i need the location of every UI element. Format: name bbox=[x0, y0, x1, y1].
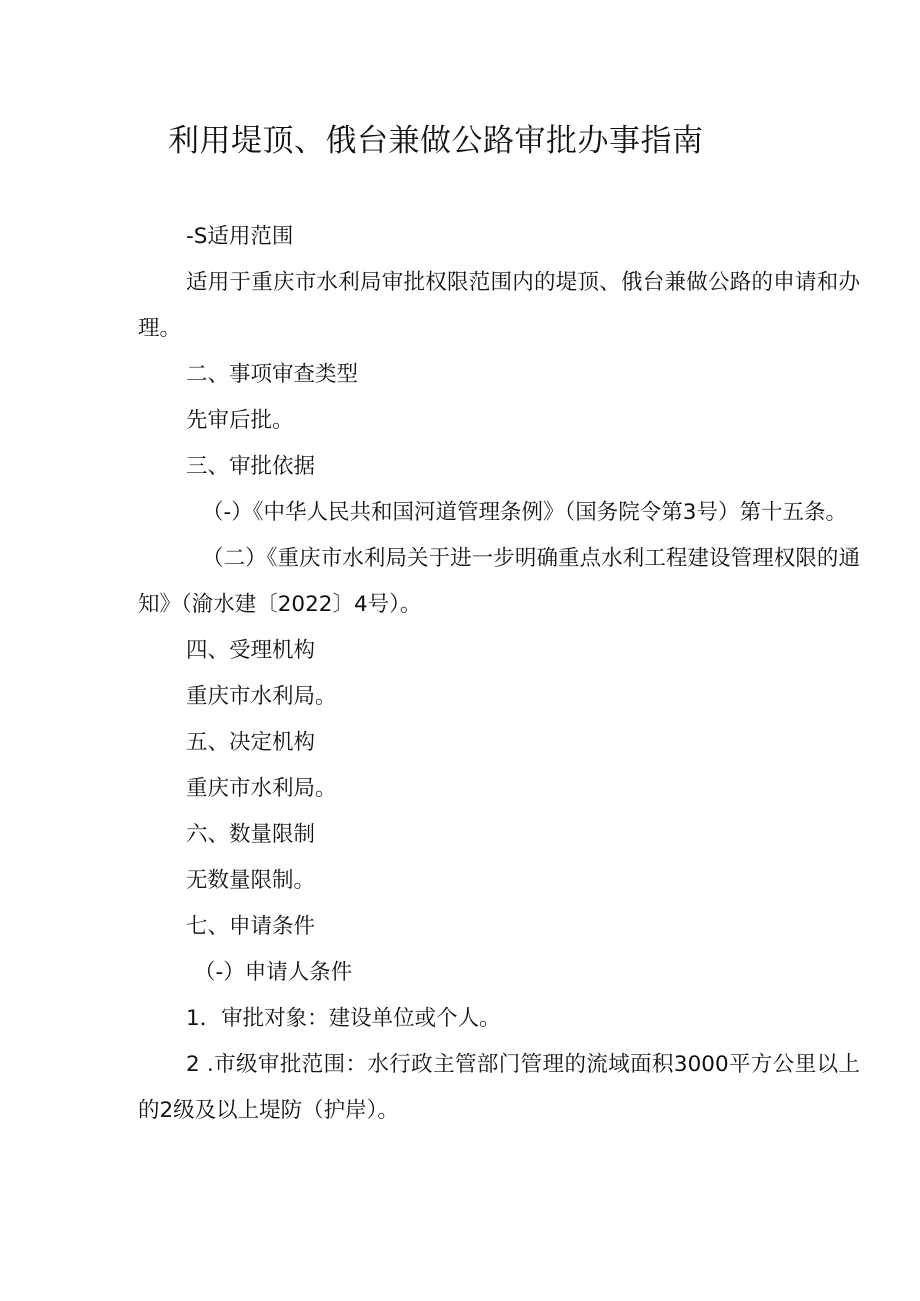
section-heading-review-type: 二、事项审查类型 bbox=[186, 362, 359, 387]
document-body bbox=[138, 214, 860, 1134]
section-heading-deciding-agency: 五、决定机构 bbox=[186, 730, 316, 755]
paragraph-condition-1: 1．审批对象：建设单位或个人。 bbox=[186, 1006, 501, 1031]
section-heading-scope: -S适用范围 bbox=[186, 224, 294, 249]
paragraph-accepting-agency: 重庆市水利局。 bbox=[186, 684, 337, 709]
paragraph-condition-2: 2 .市级审批范围：水行政主管部门管理的流域面积3000平方公里以上的2级及以上堤防（护岸）。 bbox=[138, 1052, 860, 1123]
paragraph-basis-1: （-）《中华人民共和国河道管理条例》（国务院令第3号）第十五条。 bbox=[202, 500, 847, 525]
paragraph-scope: 适用于重庆市水利局审批权限范围内的堤顶、俄台兼做公路的申请和办理。 bbox=[138, 270, 860, 341]
section-heading-quantity-limit: 六、数量限制 bbox=[186, 822, 316, 847]
section-heading-basis: 三、审批依据 bbox=[186, 454, 316, 479]
section-heading-accepting-agency: 四、受理机构 bbox=[186, 638, 316, 663]
paragraph-basis-2: （二）《重庆市水利局关于进一步明确重点水利工程建设管理权限的通知》（渝水建〔2022〕4号）。 bbox=[138, 546, 860, 617]
section-heading-conditions: 七、申请条件 bbox=[186, 914, 316, 939]
paragraph-deciding-agency: 重庆市水利局。 bbox=[186, 776, 337, 801]
paragraph-quantity-limit: 无数量限制。 bbox=[186, 868, 316, 893]
document-title: 利用堤顶、俄台兼做公路审批办事指南 bbox=[168, 123, 704, 159]
paragraph-review-type: 先审后批。 bbox=[186, 408, 294, 433]
subheading-applicant-conditions: （-）申请人条件 bbox=[194, 960, 353, 985]
